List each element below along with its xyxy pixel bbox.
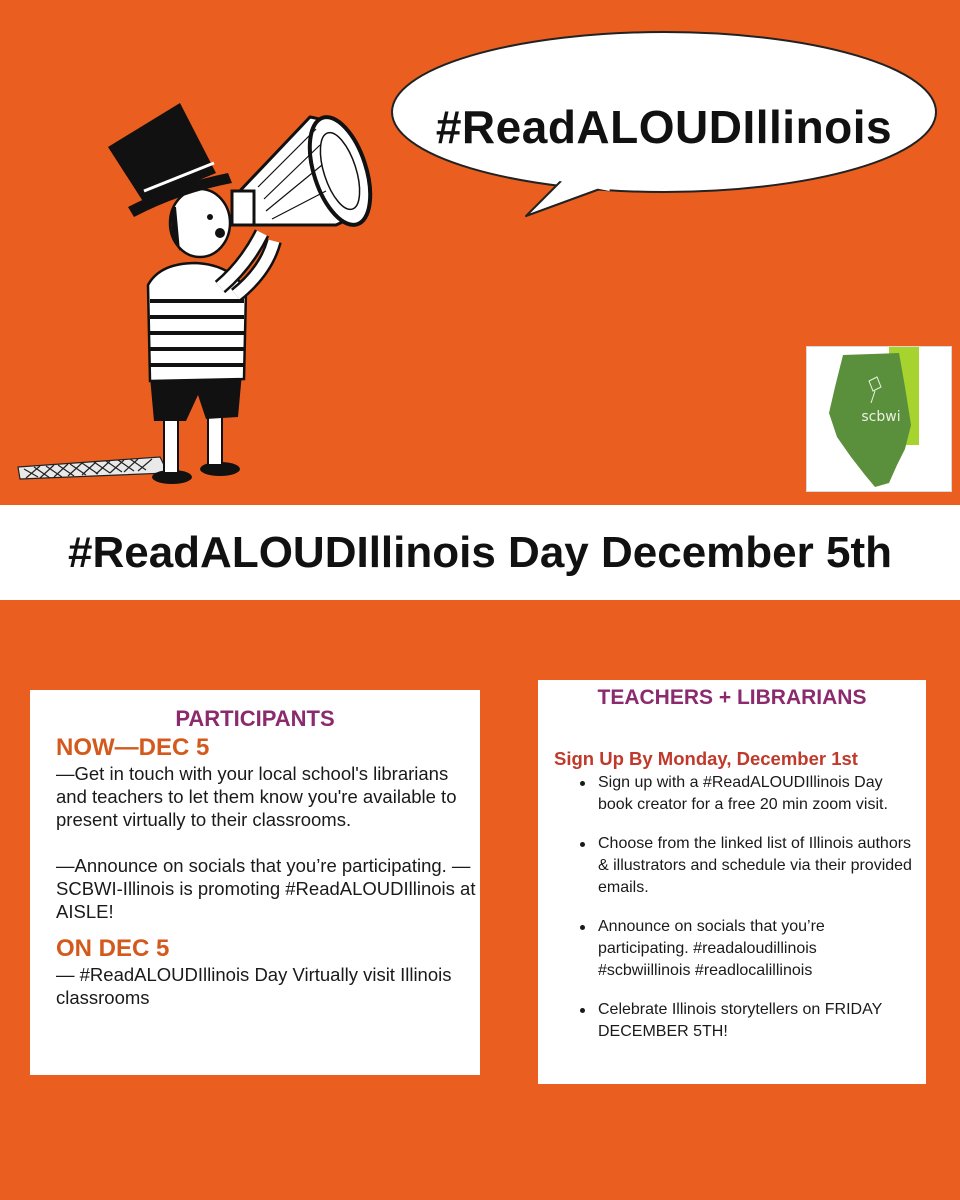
signup-heading: Sign Up By Monday, December 1st <box>554 748 858 769</box>
megaphone-boy-illustration <box>10 95 390 495</box>
header-area <box>0 0 960 505</box>
banner-title: #ReadALOUDIllinois Day December 5th <box>67 527 892 577</box>
on-paragraph: — #ReadALOUDIllinois Day Virtually visit Illinois classrooms <box>56 964 452 1008</box>
teachers-title: TEACHERS + LIBRARIANS <box>597 686 867 709</box>
logo-text: scbwi <box>861 409 901 425</box>
now-paragraph-2: —Announce on socials that you’re participating. —SCBWI-Illinois is promoting #ReadALOUDIllinois at AISLE! <box>56 855 476 922</box>
on-heading: ON DEC 5 <box>56 935 170 962</box>
now-paragraph-1: —Get in touch with your local school's librarians and teachers to let them know you're available to present virtually to their classrooms. <box>56 763 457 830</box>
speech-bubble <box>390 30 938 220</box>
participants-title: PARTICIPANTS <box>175 706 335 731</box>
scbwi-illinois-logo <box>806 346 952 492</box>
list-item: Celebrate Illinois storytellers on FRIDAY DECEMBER 5TH! <box>578 999 926 1043</box>
now-heading: NOW—DEC 5 <box>56 734 210 761</box>
speech-bubble-text: #ReadALOUDIllinois <box>435 101 893 153</box>
participants-card <box>30 690 480 1075</box>
teachers-librarians-card <box>538 680 926 1084</box>
teachers-bullet-list <box>578 772 926 1043</box>
list-item: Announce on socials that you’re participating. #readaloudillinois #scbwiillinois #readlocalillinois <box>578 916 926 982</box>
list-item: Sign up with a #ReadALOUDIllinois Day book creator for a free 20 min zoom visit. <box>578 772 926 816</box>
list-item: Choose from the linked list of Illinois authors & illustrators and schedule via their provided emails. <box>578 833 926 899</box>
title-banner <box>0 505 960 600</box>
